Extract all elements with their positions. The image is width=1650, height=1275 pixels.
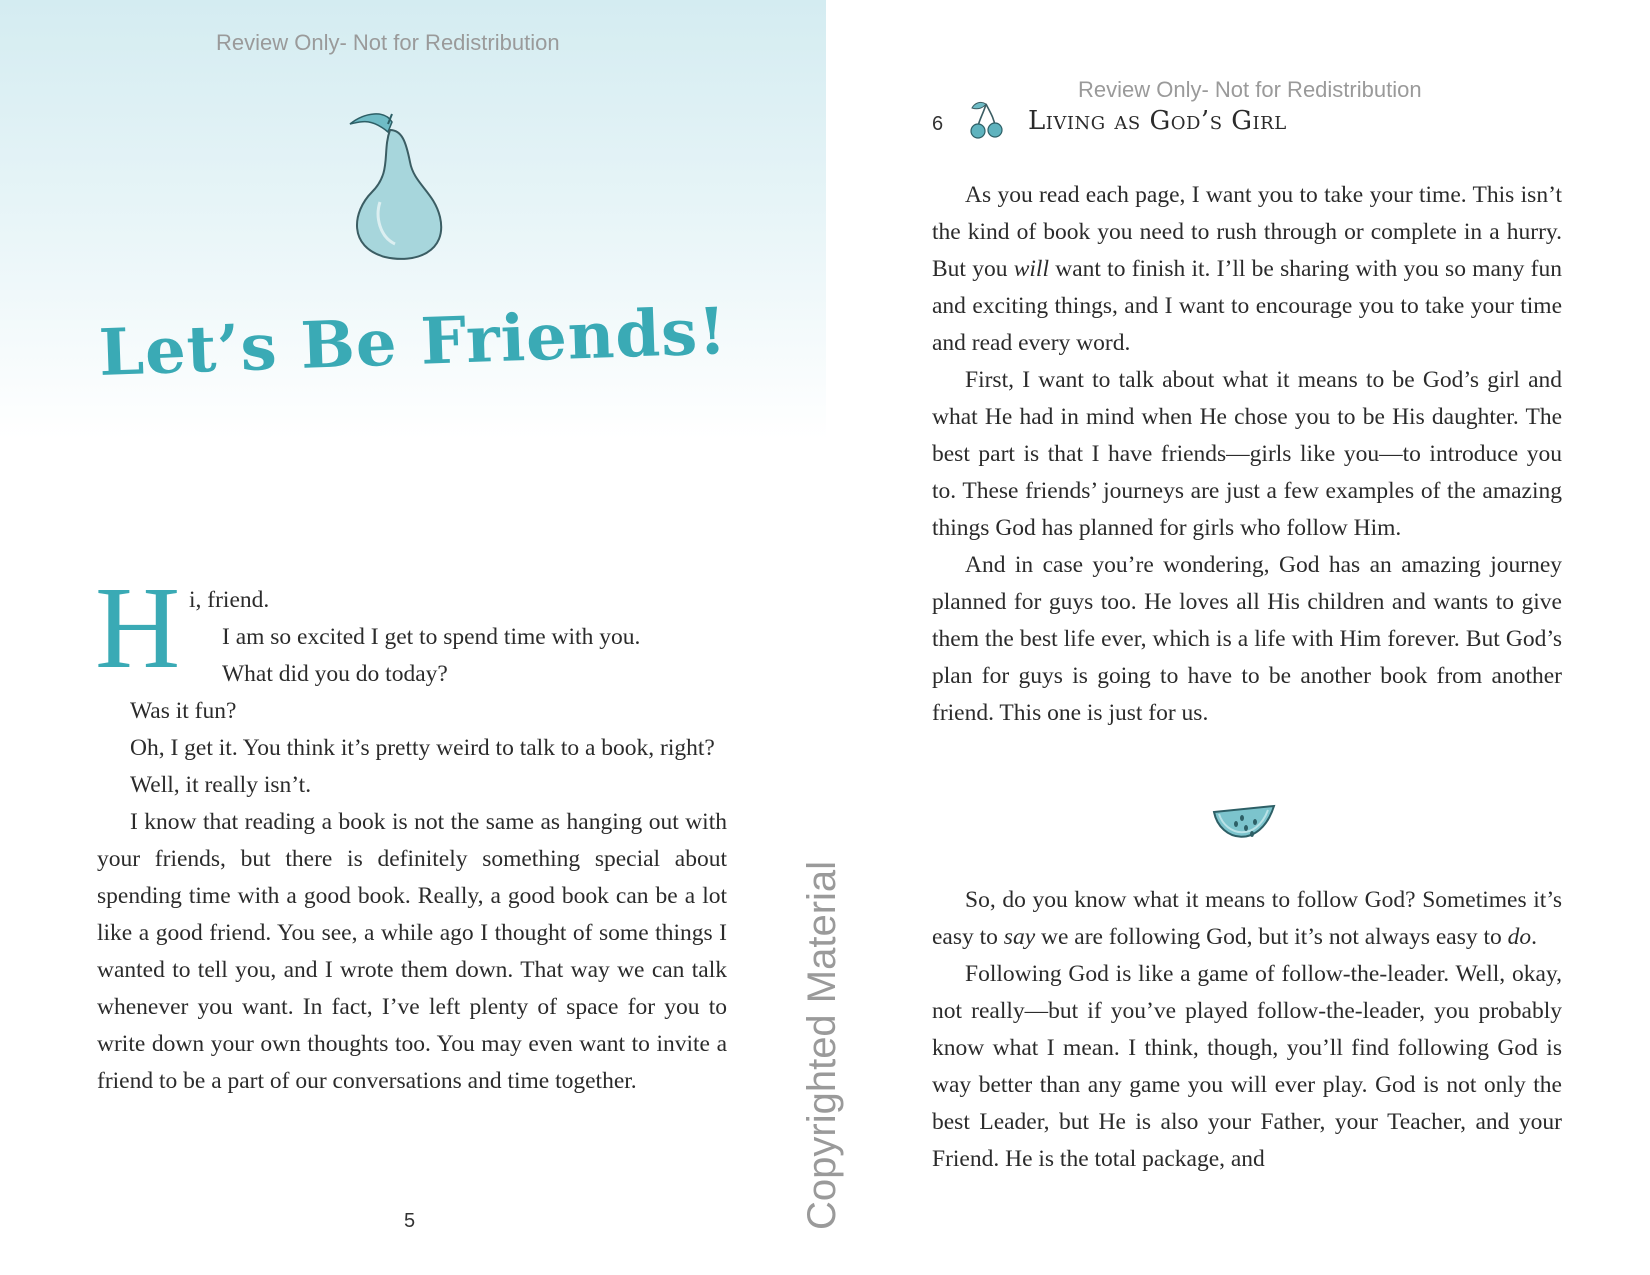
page-number-right: 6 (932, 113, 944, 135)
paragraph: First, I want to talk about what it means to be God’s girl and what He had in mind when He chose you to be His daughter. The best part is that I have friends—girls like you—to introduce you to. These friends’ journeys are just a few examples of the amazing things God has planned for girls who follow Him. (932, 367, 1562, 541)
right-body-section-2 (932, 882, 1562, 1178)
paragraph: I know that reading a book is not the same as hanging out with your friends, but there is definitely something special about spending time with a good book. Really, a good book can be a lot like a good friend. You see, a while ago I thought of some things I wanted to tell you, and I wrote them down. That way we can talk whenever you want. In fact, I’ve left plenty of space for you to write down your own thoughts too. You may even want to invite a friend to be a part of our conversations and time together. (97, 809, 727, 1094)
body-line: What did you do today? (222, 661, 448, 687)
running-head: Living as God’s Girl (1028, 106, 1287, 136)
paragraph: Was it fun? (130, 698, 237, 724)
watermelon-slice-icon (1210, 802, 1278, 852)
page-number-left: 5 (404, 1210, 416, 1232)
watermark-left: Review Only- Not for Redistribution (216, 30, 560, 55)
right-body-section-1 (932, 177, 1562, 732)
paragraph: Well, it really isn’t. (130, 772, 312, 798)
opening-line: i, friend. (189, 587, 270, 613)
cherry-icon (968, 100, 1004, 140)
paragraph: And in case you’re wondering, God has an amazing journey planned for guys too. He loves all His children and wants to give them the best life ever, which is a life with Him forever. But God’s plan for guys is going to have to be another book from another friend. This one is just for us. (932, 552, 1562, 726)
drop-cap: H (95, 562, 181, 693)
paragraph: As you read each page, I want you to take your time. This isn’t the kind of book you need to rush through or complete in a hurry. But you will want to finish it. I’ll be sharing with you so many fun and exciting things, and I want to encourage you to take your time and read every word. (932, 182, 1562, 356)
pear-illustration-icon (330, 92, 480, 262)
watermark-right: Review Only- Not for Redistribution (1078, 77, 1422, 102)
chapter-title: Let’s Be Friends! (97, 294, 729, 391)
paragraph: So, do you know what it means to follow God? Sometimes it’s easy to say we are following God, but it’s not always easy to do. (932, 887, 1562, 950)
body-line: I am so excited I get to spend time with you. (222, 624, 641, 650)
left-body-text (97, 582, 727, 1100)
paragraph: Following God is like a game of follow-the-leader. Well, okay, not really—but if you’ve played follow-the-leader, you probably know what I mean. I think, though, you’ll find following God is way better than any game you will ever play. God is not only the best Leader, but He is also your Father, your Teacher, and your Friend. He is the total package, and (932, 961, 1562, 1172)
copyrighted-material-label: Copyrighted Material (800, 860, 844, 1230)
paragraph: Oh, I get it. You think it’s pretty weird to talk to a book, right? (130, 735, 715, 761)
